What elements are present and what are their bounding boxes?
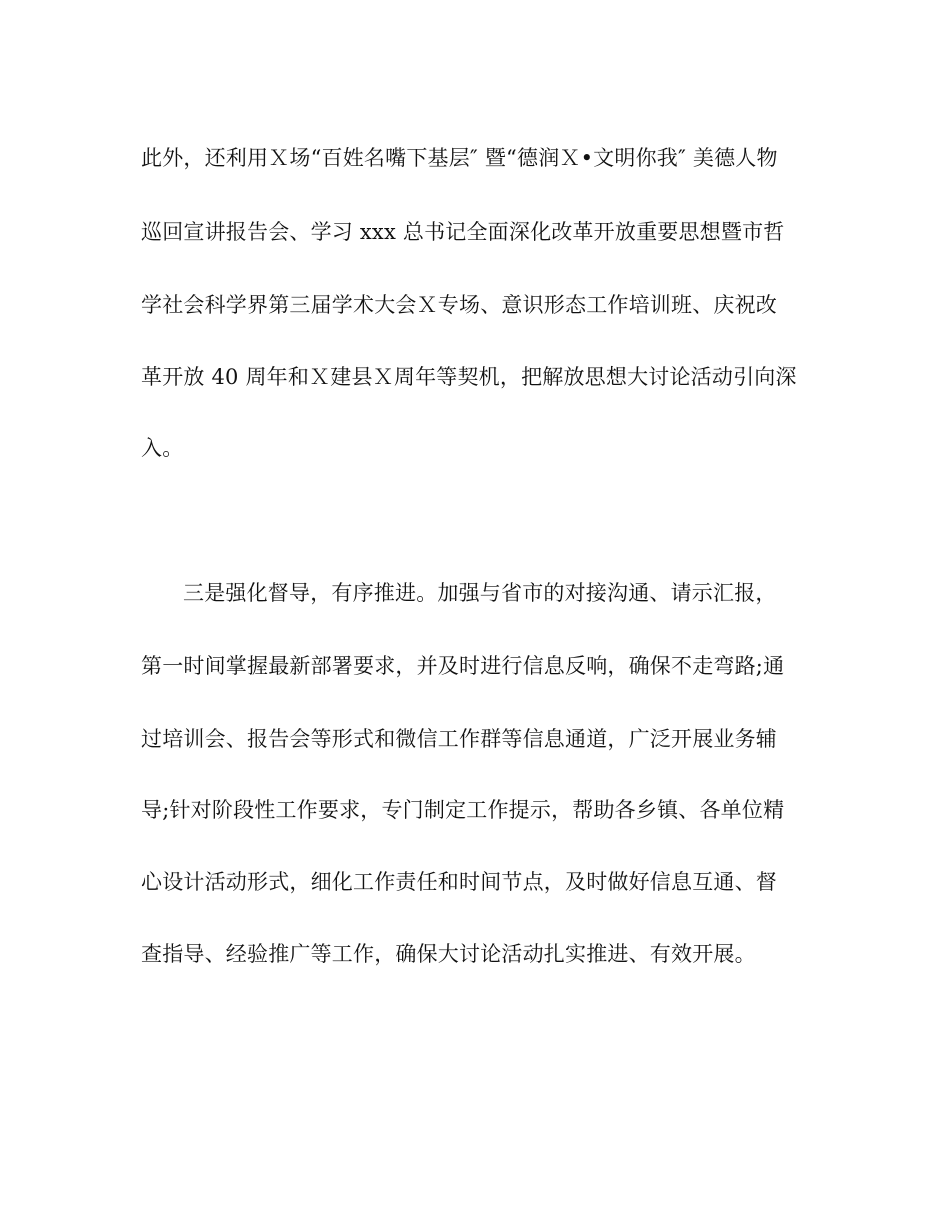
text-line: 过培训会、报告会等形式和微信工作群等信息通道，广泛开展业务辅 — [141, 727, 777, 751]
text-line: 第一时间掌握最新部署要求，并及时进行信息反响，确保不走弯路;通 — [141, 654, 785, 678]
text-line: 导;针对阶段性工作要求，专门制定工作提示，帮助各乡镇、各单位精 — [141, 798, 785, 822]
text-line: 革开放 40 周年和Ｘ建县Ｘ周年等契机，把解放思想大讨论活动引向深 — [141, 365, 797, 389]
text-line: 此外，还利用Ｘ场“百姓名嘴下基层″ 暨“德润Ｘ•文明你我″ 美德人物 — [141, 146, 778, 170]
text-line: 学社会科学界第三届学术大会Ｘ专场、意识形态工作培训班、庆祝改 — [141, 293, 777, 317]
text-line: 入。 — [141, 436, 184, 460]
text-line: 查指导、经验推广等工作，确保大讨论活动扎实推进、有效开展。 — [141, 942, 756, 966]
text-line: 心设计活动形式，细化工作责任和时间节点，及时做好信息互通、督 — [141, 870, 777, 894]
text-line: 巡回宣讲报告会、学习 xxx 总书记全面深化改革开放重要思想暨市哲 — [141, 220, 785, 244]
text-line: 三是强化督导，有序推进。加强与省市的对接沟通、请示汇报， — [183, 581, 777, 605]
